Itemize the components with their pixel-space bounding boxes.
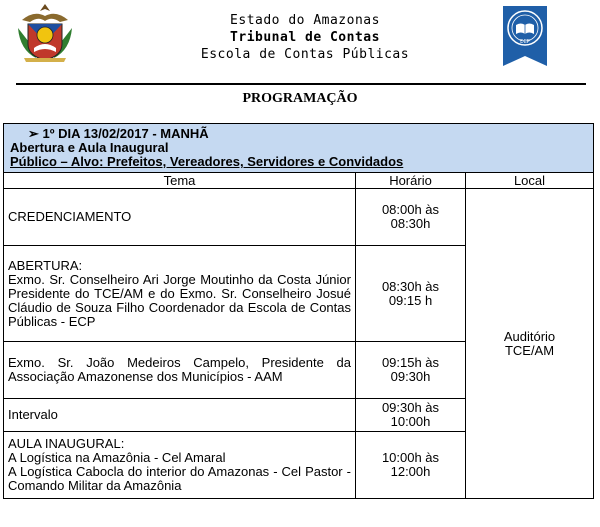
tema-text: A Logística Cabocla do interior do Amazonas - Cel Pastor - Comando Militar da Amazônia [8,464,351,493]
horario-start: 08:00h às [381,202,440,217]
org-line-state: Estado do Amazonas [230,13,380,28]
day-header-row [4,124,594,173]
target-audience: Público – Alvo: Prefeitos, Vereadores, Servidores e Convidados [10,154,404,169]
horario-end: 08:30h [390,216,431,231]
arrow-bullet-icon: ➢ [28,126,39,141]
day-header-cell [4,124,594,173]
horario-end: 10:00h [390,414,431,429]
local-cell [466,189,594,499]
tema-text: Intervalo [8,407,58,422]
tema-cell [4,342,356,399]
horario-start: 08:30h às [381,278,440,294]
amazonas-coat-of-arms-icon [14,2,76,64]
schedule-table [3,123,594,499]
tema-cell [4,432,356,499]
horario-end: 09:30h [390,369,431,384]
header-divider [16,83,586,85]
organization-heading [150,12,460,63]
horario-end: 12:00h [390,464,431,479]
tema-heading: AULA INAUGURAL: [8,436,125,451]
tema-cell [4,399,356,432]
tema-cell [4,246,356,342]
tema-text: CREDENCIAMENTO [8,209,132,224]
horario-cell [356,399,466,432]
horario-cell [356,246,466,342]
local-place: TCE/AM [504,342,555,358]
horario-cell [356,189,466,246]
column-header-tema: Tema [4,173,356,189]
ecp-seal-icon [501,4,549,68]
page-title: PROGRAMAÇÃO [242,91,358,106]
tema-text: Exmo. Sr. Conselheiro Ari Jorge Moutinho da Costa Júnior Presidente do TCE/AM e do Exmo. Sr. Conselheiro Josué Cláudio de Souza Filho Coordenador da Escola de Contas Públicas - ECP [8,271,351,329]
column-header-row [4,173,594,189]
horario-cell [356,342,466,399]
horario-start: 09:15h às [381,355,440,370]
local-name: Auditório [503,328,556,344]
horario-start: 10:00h às [381,450,440,465]
page-header [0,0,600,84]
column-header-horario: Horário [356,173,466,189]
column-header-local: Local [466,173,594,189]
tema-cell [4,189,356,246]
org-line-school: Escola de Contas Públicas [200,47,410,62]
day-date: 1º DIA 13/02/2017 - MANHÃ [42,126,209,141]
tema-text: A Logística na Amazônia - Cel Amaral [8,450,226,465]
org-line-court: Tribunal de Contas [230,30,380,45]
table-row [4,189,594,246]
day-subtitle: Abertura e Aula Inaugural [10,140,169,155]
horario-cell [356,432,466,499]
tema-text: Exmo. Sr. João Medeiros Campelo, Presidente da Associação Amazonense dos Municípios - AAM [8,355,351,384]
tema-heading: ABERTURA: [8,257,83,273]
svg-text:ECP: ECP [520,39,530,45]
horario-end: 09:15 h [388,292,433,308]
horario-start: 09:30h às [381,400,440,415]
